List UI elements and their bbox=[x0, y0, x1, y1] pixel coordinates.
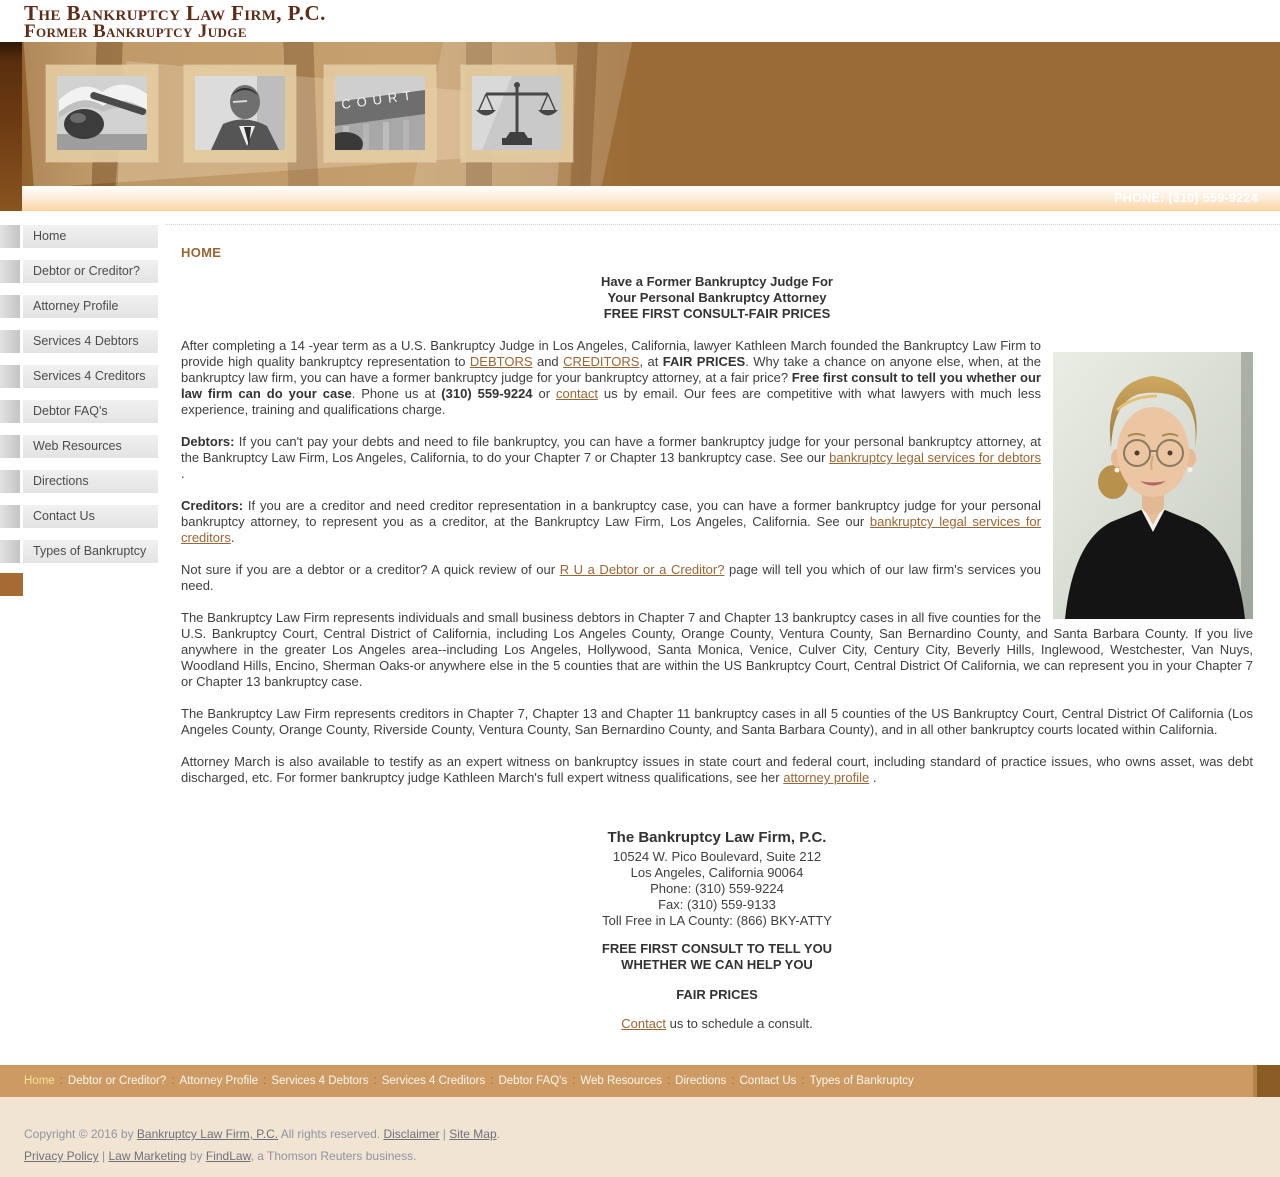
courthouse-sign-text: COURT bbox=[340, 87, 418, 112]
sidebar-end-block bbox=[0, 573, 23, 596]
footer-link-attorney-profile[interactable]: Attorney Profile bbox=[179, 1075, 259, 1087]
paragraph bbox=[181, 754, 1253, 786]
address-lines bbox=[181, 849, 1253, 929]
text-link[interactable]: contact bbox=[556, 386, 598, 401]
bold-text: Free first consult to tell you whether our law firm can do your case bbox=[181, 370, 1041, 401]
sidebar-item-directions[interactable] bbox=[0, 470, 158, 493]
text-link[interactable]: Disclaimer bbox=[383, 1127, 440, 1141]
sidebar-item-label: Attorney Profile bbox=[23, 295, 158, 318]
text-link[interactable]: DEBTORS bbox=[469, 354, 533, 369]
banner-collage bbox=[0, 42, 1280, 186]
sidebar-item-label: Contact Us bbox=[23, 505, 158, 528]
text-link[interactable]: Site Map bbox=[449, 1127, 497, 1141]
text-link[interactable]: attorney profile bbox=[783, 770, 870, 785]
page-title: HOME bbox=[181, 245, 222, 260]
footer-link-contact-us[interactable]: Contact Us bbox=[739, 1075, 797, 1087]
footer-legal bbox=[0, 1097, 1280, 1177]
text-span: or bbox=[532, 386, 557, 401]
banner-photo-scales bbox=[461, 65, 573, 162]
sidebar-item-types-of-bankruptcy[interactable] bbox=[0, 540, 158, 563]
site-title-line1: The Bankruptcy Law Firm, P.C. bbox=[24, 1, 326, 25]
courthouse-sign-icon bbox=[335, 76, 425, 150]
text-span: If you are a creditor and need creditor representation in a bankruptcy case, you can have a former bankruptcy judge for your personal bankruptcy attorney, to represent you as a creditor, at the Bankruptcy Law Firm, Los Angeles, California. See our bbox=[181, 498, 1041, 529]
footer-nav-separator: : bbox=[373, 1075, 377, 1087]
banner-left-strip bbox=[0, 42, 22, 211]
banner-photo-attorney bbox=[184, 65, 296, 162]
sidebar-item-services-4-debtors[interactable] bbox=[0, 330, 158, 353]
footer-nav-separator: : bbox=[801, 1075, 805, 1087]
text-span: Not sure if you are a debtor or a creditor? A quick review of our bbox=[181, 562, 560, 577]
copyright-line bbox=[0, 1097, 1280, 1141]
footer-bar-end-block bbox=[1253, 1065, 1280, 1097]
sidebar-item-tab-icon bbox=[0, 505, 20, 528]
text-line: Fax: (310) 559-9133 bbox=[658, 897, 776, 912]
text-line: Toll Free in LA County: (866) BKY-ATTY bbox=[602, 913, 832, 928]
text-span: page will tell you which of our law firm's services you need. bbox=[181, 562, 1041, 593]
bold-text: FAIR PRICES bbox=[662, 354, 746, 369]
sidebar-item-label: Debtor FAQ's bbox=[23, 400, 158, 423]
text-span: . bbox=[181, 466, 185, 481]
scales-of-justice-icon bbox=[472, 76, 562, 150]
sidebar-item-label: Debtor or Creditor? bbox=[23, 260, 158, 283]
site-title-line2: Former Bankruptcy Judge bbox=[24, 21, 247, 42]
phone-number: PHONE: (310) 559-9224 bbox=[1114, 191, 1258, 205]
footer-link-types-of-bankruptcy[interactable]: Types of Bankruptcy bbox=[809, 1075, 914, 1087]
text-line: Your Personal Bankruptcy Attorney bbox=[607, 290, 827, 305]
sidebar-item-tab-icon bbox=[0, 260, 20, 283]
text-link[interactable]: bankruptcy legal services for creditors bbox=[181, 514, 1041, 545]
sidebar-item-debtor-faq-s[interactable] bbox=[0, 400, 158, 423]
sidebar-item-tab-icon bbox=[0, 400, 20, 423]
text-span: If you can't pay your debts and need to file bankruptcy, you can have a former bankruptcy judge for your personal bankruptcy attorney, at the Bankruptcy Law Firm, Los Angeles, California, to do your Chapter 7 or Chapter 13 bankruptcy case. See our bbox=[181, 434, 1041, 465]
text-span: The Bankruptcy Law Firm represents individuals and small business debtors in Chapter 7 and Chapter 13 bankruptcy cases in all five counties for the U.S. Bankruptcy Court, Central District of California, including Los Angeles County, Orange County, Ventura County, San Bernardino County, and Santa Barbara County. If you live anywhere in the greater Los Angeles area--including Los Angeles, Hollywood, Santa Monica, Venice, Culver City, Century City, Beverly Hills, Inglewood, Westchester, Van Nuys, Woodland Hills, Encino, Sherman Oaks-or anywhere else in the 5 counties that are within the US Bankruptcy Court, Central District Of California, we can represent you in your Chapter 7 or Chapter 13 bankruptcy case. bbox=[181, 610, 1253, 689]
sidebar-item-tab-icon bbox=[0, 470, 20, 493]
footer-nav-separator: : bbox=[572, 1075, 576, 1087]
bold-text: Creditors: bbox=[181, 498, 244, 513]
text-link[interactable]: CREDITORS bbox=[563, 354, 640, 369]
text-span: . Phone us at bbox=[351, 386, 442, 401]
sidebar-item-label: Services 4 Creditors bbox=[23, 365, 158, 388]
text-span: . Why take a chance on anyone else, when, at the bankruptcy law firm, you can have a former bankruptcy judge for your bankruptcy attorney, at a fair price? bbox=[181, 354, 1042, 385]
footer-nav-separator: : bbox=[171, 1075, 175, 1087]
sidebar-item-label: Web Resources bbox=[23, 435, 158, 458]
paragraph bbox=[181, 610, 1253, 690]
footer-nav-separator: : bbox=[731, 1075, 735, 1087]
text-span: . bbox=[230, 530, 235, 545]
text-span: The Bankruptcy Law Firm represents creditors in Chapter 7, Chapter 13 and Chapter 11 bankruptcy cases in all 5 counties of the US Bankruptcy Court, Central District Of California (Los Angeles County, Orange County, Riverside County, Ventura County, San Bernardino County, and Santa Barbara County), and in all other bankruptcy courts located within California. bbox=[181, 706, 1253, 737]
text-link[interactable]: Contact bbox=[621, 1016, 667, 1031]
text-span: After completing a 14 -year term as a U.S. Bankruptcy Judge in Los Angeles, California, lawyer Kathleen March founded the Bankruptcy Law Firm to provide high quality bankruptcy representation to bbox=[181, 338, 1041, 369]
judge-portrait-illustration bbox=[1053, 352, 1253, 619]
footer-link-services-4-creditors[interactable]: Services 4 Creditors bbox=[381, 1075, 486, 1087]
sidebar-item-tab-icon bbox=[0, 540, 20, 563]
main-content bbox=[181, 225, 1253, 1032]
text-span: Copyright © 2016 by bbox=[24, 1127, 137, 1141]
fair-prices: FAIR PRICES bbox=[676, 987, 758, 1002]
text-link[interactable]: bankruptcy legal services for debtors bbox=[829, 450, 1041, 465]
text-span: | bbox=[98, 1149, 109, 1163]
footer-link-directions[interactable]: Directions bbox=[675, 1075, 727, 1087]
footer-nav-separator: : bbox=[490, 1075, 494, 1087]
text-line: FREE FIRST CONSULT-FAIR PRICES bbox=[603, 306, 831, 321]
footer-link-debtor-or-creditor[interactable]: Debtor or Creditor? bbox=[67, 1075, 167, 1087]
banner-photo-gavel bbox=[46, 65, 158, 162]
text-link[interactable]: Law Marketing bbox=[108, 1149, 187, 1163]
text-line: 10524 W. Pico Boulevard, Suite 212 bbox=[612, 849, 822, 864]
text-span: | bbox=[439, 1127, 450, 1141]
bold-text: Debtors: bbox=[181, 434, 235, 449]
text-line: Have a Former Bankruptcy Judge For bbox=[601, 274, 833, 289]
sidebar-item-label: Directions bbox=[23, 470, 158, 493]
text-link[interactable]: FindLaw bbox=[205, 1149, 251, 1163]
text-line: Phone: (310) 559-9224 bbox=[650, 881, 784, 896]
site-title bbox=[0, 0, 1280, 41]
sidebar-item-label: Home bbox=[23, 225, 158, 248]
gavel-and-book-icon bbox=[57, 76, 147, 150]
judge-portrait-photo bbox=[1053, 352, 1253, 619]
phone-bar bbox=[22, 186, 1280, 211]
sidebar-item-web-resources[interactable] bbox=[0, 435, 158, 458]
paragraph bbox=[181, 706, 1253, 738]
text-span: , a Thomson Reuters business. bbox=[250, 1149, 417, 1163]
attorney-portrait-icon bbox=[195, 76, 285, 150]
sidebar-item-tab-icon bbox=[0, 225, 20, 248]
sidebar-item-contact-us[interactable] bbox=[0, 505, 158, 528]
sidebar-item-tab-icon bbox=[0, 295, 20, 318]
contact-line bbox=[181, 1016, 1253, 1032]
footer-nav-separator: : bbox=[59, 1075, 63, 1087]
banner-photo-courthouse bbox=[324, 65, 436, 162]
text-span: All rights reserved. bbox=[278, 1127, 384, 1141]
text-line: FREE FIRST CONSULT TO TELL YOU bbox=[601, 941, 833, 956]
sidebar-item-label: Types of Bankruptcy bbox=[23, 540, 158, 563]
sidebar-item-label: Services 4 Debtors bbox=[23, 330, 158, 353]
sidebar-item-services-4-creditors[interactable] bbox=[0, 365, 158, 388]
sidebar-nav bbox=[0, 225, 158, 575]
footer-nav-bar bbox=[0, 1065, 1280, 1097]
text-link[interactable]: Bankruptcy Law Firm, P.C. bbox=[136, 1127, 279, 1141]
text-span: us by email. Our fees are competitive with what lawyers with much less experience, training and qualifications charge. bbox=[181, 386, 1041, 417]
text-span: Attorney March is also available to testify as an expert witness on bankruptcy issues in state court and federal court, including standard of practice issues, who owns asset, was debt discharged, etc. For former bankruptcy judge Kathleen March's full expert witness qualifications, see her bbox=[181, 754, 1253, 785]
text-line: Los Angeles, California 90064 bbox=[630, 865, 804, 880]
text-line: WHETHER WE CAN HELP YOU bbox=[621, 957, 813, 972]
legal-line bbox=[0, 1141, 1280, 1163]
sidebar-item-tab-icon bbox=[0, 365, 20, 388]
intro-heading bbox=[181, 274, 1253, 322]
footer-link-services-4-debtors[interactable]: Services 4 Debtors bbox=[271, 1075, 369, 1087]
footer-link-web-resources[interactable]: Web Resources bbox=[580, 1075, 662, 1087]
text-span: , at bbox=[639, 354, 663, 369]
masthead bbox=[0, 0, 1280, 42]
text-link[interactable]: Privacy Policy bbox=[24, 1149, 99, 1163]
sidebar-item-home[interactable] bbox=[0, 225, 158, 248]
footer-link-debtor-faq-s[interactable]: Debtor FAQ's bbox=[498, 1075, 568, 1087]
bold-text: (310) 559-9224 bbox=[441, 386, 533, 401]
consult-lines bbox=[181, 941, 1253, 973]
text-span: . bbox=[869, 770, 877, 785]
text-span: by bbox=[186, 1149, 206, 1163]
footer-nav bbox=[0, 1065, 1280, 1097]
text-link[interactable]: R U a Debtor or a Creditor? bbox=[559, 562, 725, 577]
firm-name: The Bankruptcy Law Firm, P.C. bbox=[607, 829, 827, 846]
sidebar-item-tab-icon bbox=[0, 435, 20, 458]
footer-nav-separator: : bbox=[666, 1075, 671, 1087]
body-copy bbox=[181, 338, 1253, 1032]
footer-nav-separator: : bbox=[263, 1075, 267, 1087]
footer-link-home[interactable]: Home bbox=[24, 1075, 55, 1087]
sidebar-item-tab-icon bbox=[0, 330, 20, 353]
text-span: and bbox=[532, 354, 564, 369]
text-span: us to schedule a consult. bbox=[666, 1016, 813, 1031]
sidebar-item-debtor-or-creditor[interactable] bbox=[0, 260, 158, 283]
sidebar-item-attorney-profile[interactable] bbox=[0, 295, 158, 318]
contact-block bbox=[181, 830, 1253, 1032]
text-span: . bbox=[496, 1127, 500, 1141]
